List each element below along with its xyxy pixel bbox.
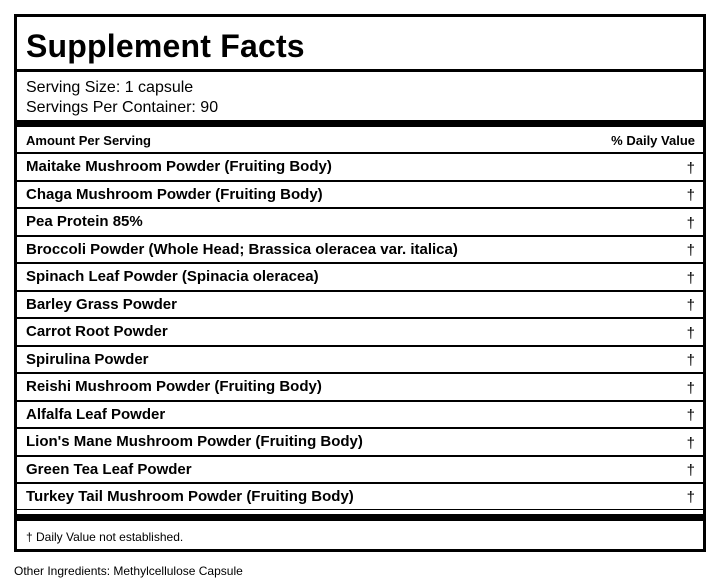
serving-size: Serving Size: 1 capsule [26,79,194,96]
ingredient-daily-value: † [686,159,695,177]
ingredient-row [17,207,703,235]
ingredient-row [17,152,703,180]
daily-value-footnote: † Daily Value not established. [26,530,184,544]
ingredient-row [17,400,703,428]
ingredient-name: Spirulina Powder [26,350,149,368]
ingredient-name: Spinach Leaf Powder (Spinacia oleracea) [26,268,319,286]
ingredient-daily-value: † [686,379,695,397]
ingredient-row [17,290,703,318]
panel-title: Supplement Facts [26,28,305,64]
ingredient-name: Pea Protein 85% [26,213,143,231]
ingredient-name: Turkey Tail Mushroom Powder (Fruiting Body) [26,487,354,505]
ingredient-daily-value: † [686,297,695,315]
ingredient-name: Barley Grass Powder [26,295,177,313]
ingredient-list [17,152,703,510]
ingredient-name: Carrot Root Powder [26,323,168,341]
ingredient-name: Maitake Mushroom Powder (Fruiting Body) [26,158,332,176]
other-ingredients: Other Ingredients: Methylcellulose Capsule [14,564,243,578]
thick-divider-bottom [17,514,703,521]
ingredient-row [17,482,703,510]
ingredient-daily-value: † [686,324,695,342]
ingredient-daily-value: † [686,269,695,287]
ingredient-row [17,372,703,400]
ingredient-name: Reishi Mushroom Powder (Fruiting Body) [26,378,322,396]
daily-value-header: % Daily Value [611,133,695,148]
thick-divider-top [17,120,703,127]
ingredient-daily-value: † [686,407,695,425]
ingredient-daily-value: † [686,352,695,370]
title-divider [17,69,703,72]
ingredient-row [17,180,703,208]
ingredient-row [17,427,703,455]
servings-per-container: Servings Per Container: 90 [26,99,219,116]
ingredient-daily-value: † [686,214,695,232]
ingredient-daily-value: † [686,242,695,260]
ingredient-row [17,345,703,373]
ingredient-daily-value: † [686,434,695,452]
amount-per-serving-header: Amount Per Serving [26,133,151,148]
ingredient-row [17,455,703,483]
ingredient-name: Broccoli Powder (Whole Head; Brassica oleracea var. italica) [26,240,458,258]
ingredient-name: Lion's Mane Mushroom Powder (Fruiting Body) [26,433,363,451]
ingredient-daily-value: † [686,462,695,480]
ingredient-name: Alfalfa Leaf Powder [26,405,166,423]
ingredient-row [17,317,703,345]
ingredient-name: Green Tea Leaf Powder [26,460,192,478]
ingredient-daily-value: † [686,489,695,507]
supplement-facts-panel [14,14,706,552]
ingredient-name: Chaga Mushroom Powder (Fruiting Body) [26,185,323,203]
ingredient-row [17,262,703,290]
ingredient-row [17,235,703,263]
ingredient-daily-value: † [686,187,695,205]
serving-info [26,78,218,118]
column-header-row [26,131,695,151]
